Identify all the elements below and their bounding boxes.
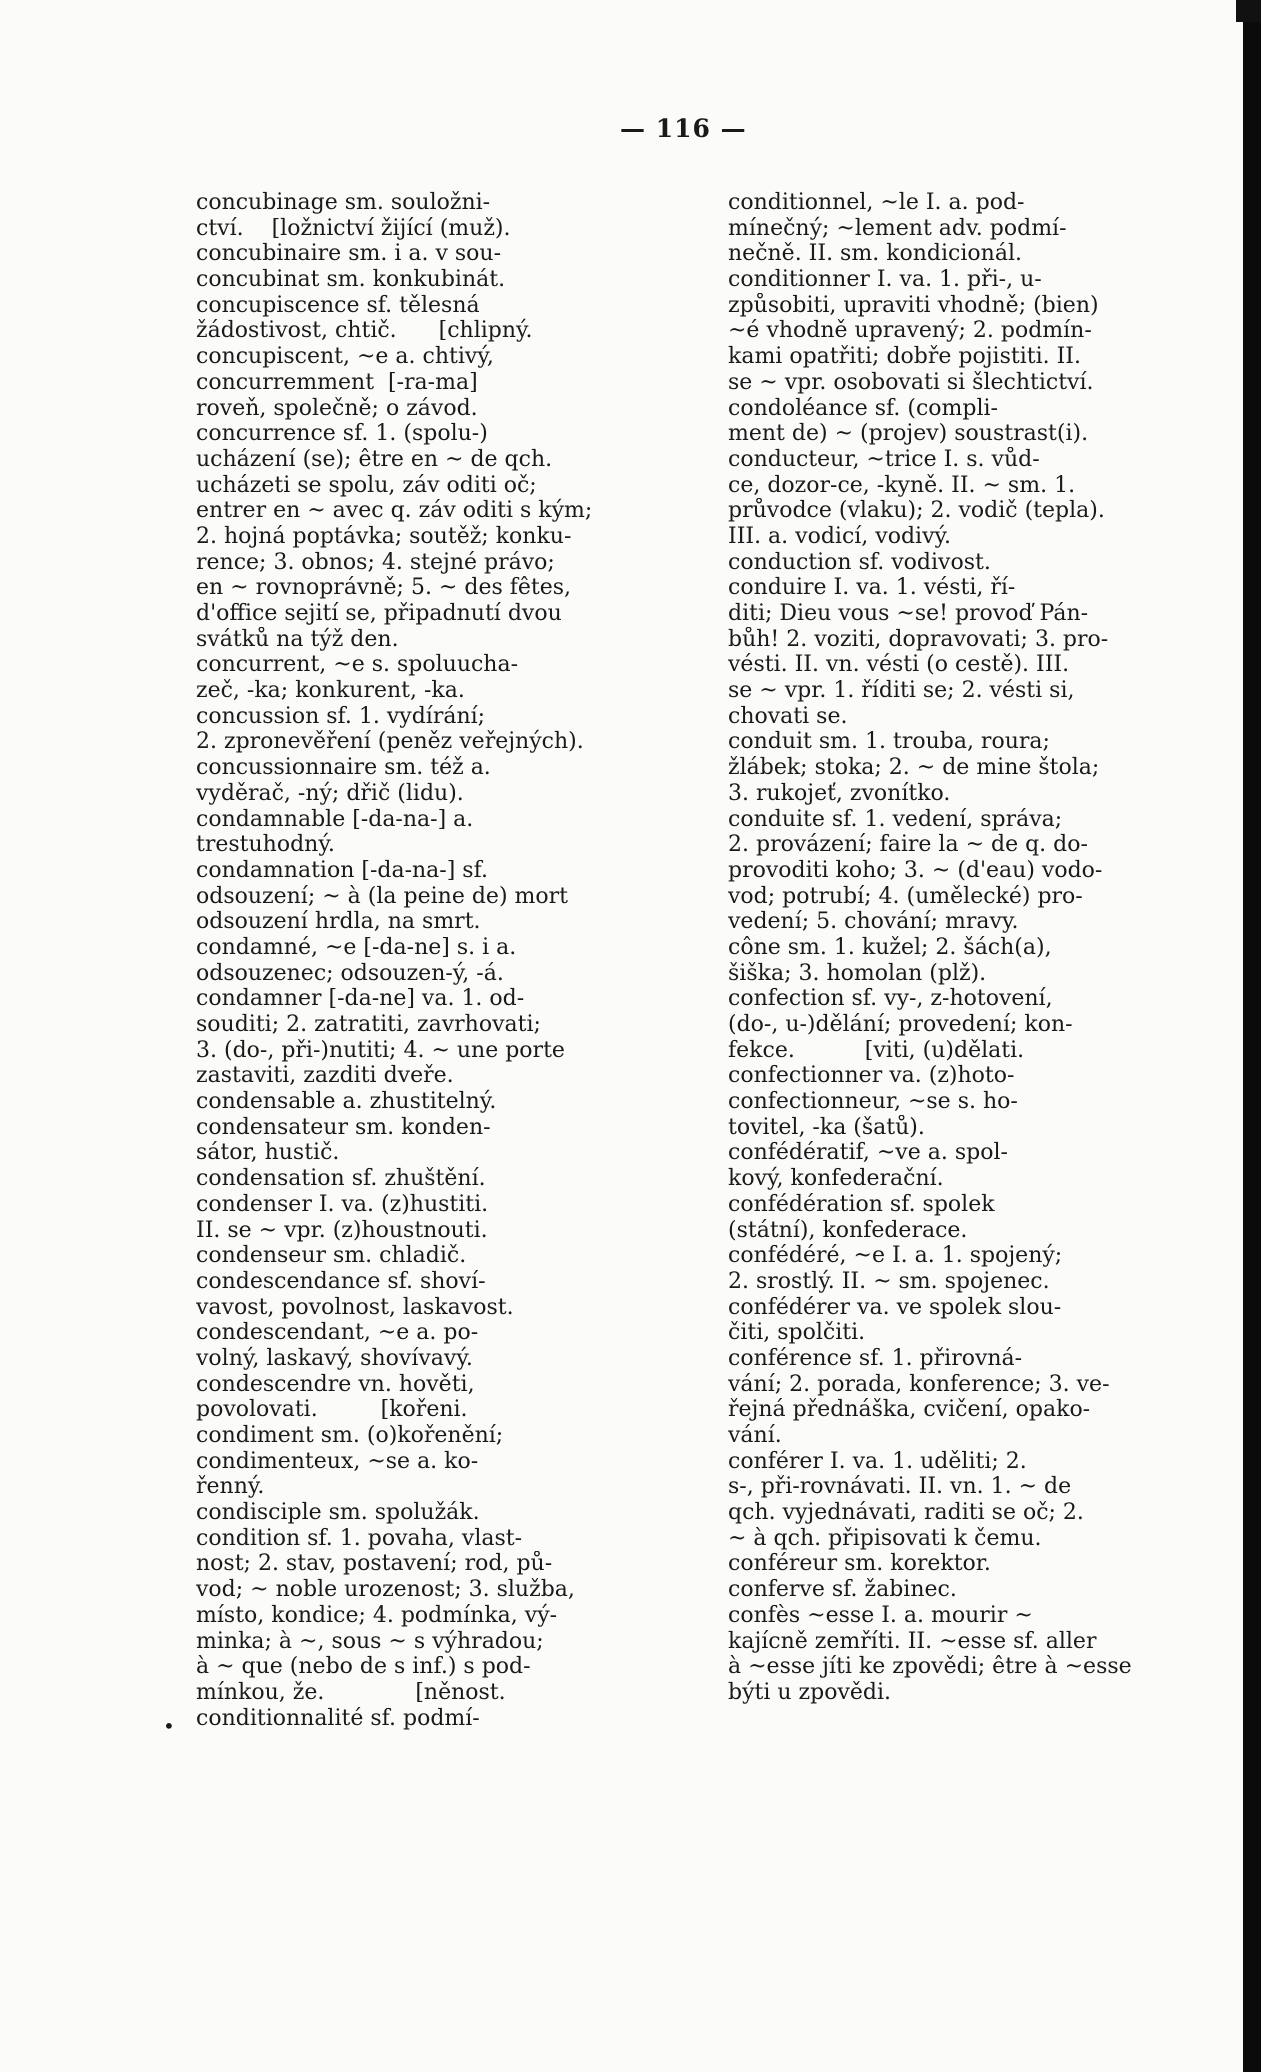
text-line: conditionnalité sf. podmí- (196, 1705, 480, 1731)
text-line: confection sf. vy-, z-hotovení, (728, 986, 1053, 1012)
text-line: conduite sf. 1. vedení, správa; (728, 806, 1063, 832)
text-line: 2. hojná poptávka; soutěž; konku- (196, 523, 572, 549)
text-line: condensateur sm. konden- (196, 1114, 491, 1140)
text-line: entrer en ~ avec q. záv oditi s kým; (196, 498, 593, 524)
text-line: conferve sf. žabinec. (728, 1577, 957, 1603)
text-line: chovati se. (728, 703, 848, 729)
text-line: roveň, společně; o závod. (196, 395, 478, 421)
text-line: místo, kondice; 4. podmínka, vý- (196, 1602, 558, 1628)
text-line: svátků na týž den. (196, 626, 399, 652)
text-line: concussionnaire sm. též a. (196, 755, 491, 781)
text-line: odsouzení hrdla, na smrt. (196, 909, 481, 935)
text-line: 3. (do-, při-)nutiti; 4. ~ une porte (196, 1037, 565, 1063)
text-line: II. se ~ vpr. (z)houstnouti. (196, 1217, 488, 1243)
text-line: conduire I. va. 1. vésti, ří- (728, 575, 1016, 601)
text-line: odsouzenec; odsouzen-ý, -á. (196, 960, 504, 986)
text-line: vyděrač, -ný; dřič (lidu). (196, 780, 464, 806)
text-line: à ~ que (nebo de s inf.) s pod- (196, 1654, 531, 1680)
text-line: se ~ vpr. 1. říditi se; 2. vésti si, (728, 678, 1075, 704)
text-line: zeč, -ka; konkurent, -ka. (196, 678, 465, 704)
text-line: sátor, hustič. (196, 1140, 340, 1166)
text-line: concussion sf. 1. vydírání; (196, 703, 486, 729)
text-line: conféreur sm. korektor. (728, 1551, 991, 1577)
text-line: (státní), konfederace. (728, 1217, 968, 1243)
text-line: provoditi koho; 3. ~ (d'eau) vodo- (728, 857, 1103, 883)
text-line: concubinat sm. konkubinát. (196, 267, 506, 293)
text-line: confectionner va. (z)hoto- (728, 1063, 1015, 1089)
text-line: odsouzení; ~ à (la peine de) mort (196, 883, 568, 909)
text-line: conférence sf. 1. přirovná- (728, 1345, 1023, 1371)
text-line: vedení; 5. chování; mravy. (728, 909, 1019, 935)
text-line: condamner [-da-ne] va. 1. od- (196, 986, 525, 1012)
text-line: confédératif, ~ve a. spol- (728, 1140, 1008, 1166)
text-line: kami opatřiti; dobře pojistiti. II. (728, 344, 1081, 370)
text-line: ce, dozor-ce, -kyně. II. ~ sm. 1. (728, 472, 1076, 498)
text-line: concurrent, ~e s. spoluucha- (196, 652, 519, 678)
text-line: vod; ~ noble urozenost; 3. služba, (196, 1577, 575, 1603)
page-number: — 116 — (620, 114, 747, 143)
text-line: 2. provázení; faire la ~ de q. do- (728, 832, 1088, 858)
text-line: ucházení (se); être en ~ de qch. (196, 446, 553, 472)
text-line: býti u zpovědi. (728, 1679, 892, 1705)
text-line: conférer I. va. 1. uděliti; 2. (728, 1448, 1027, 1474)
text-line: confédéré, ~e I. a. 1. spojený; (728, 1243, 1063, 1269)
text-line: condoléance sf. (compli- (728, 395, 998, 421)
text-line: povolovati. [kořeni. (196, 1397, 468, 1423)
text-line: confectionneur, ~se s. ho- (728, 1089, 1018, 1115)
text-line: confédération sf. spolek (728, 1191, 995, 1217)
text-line: zastaviti, zazditi dveře. (196, 1063, 454, 1089)
text-line: concupiscence sf. tělesná (196, 292, 480, 318)
text-line: ment de) ~ (projev) soustrast(i). (728, 421, 1089, 447)
text-line: nečně. II. sm. kondicionál. (728, 241, 1022, 267)
text-line: mínkou, že. [něnost. (196, 1679, 506, 1705)
text-line: vání. (728, 1423, 782, 1448)
text-line: conducteur, ~trice I. s. vůd- (728, 446, 1040, 472)
margin-bullet: • (163, 1714, 175, 1738)
text-line: conduit sm. 1. trouba, roura; (728, 729, 1050, 755)
text-line: condiment sm. (o)kořenění; (196, 1423, 504, 1448)
text-line: condensable a. zhustitelný. (196, 1089, 497, 1115)
text-line: condisciple sm. spolužák. (196, 1500, 480, 1526)
text-line: ctví. [ložnictví žijící (muž). (196, 215, 511, 241)
text-line: condenseur sm. chladič. (196, 1243, 467, 1269)
text-line: à ~esse jíti ke zpovědi; être à ~esse (728, 1654, 1132, 1680)
text-line: conditionnel, ~le I. a. pod- (728, 190, 1025, 215)
text-line: condamné, ~e [-da-ne] s. i a. (196, 934, 517, 960)
text-line: condescendance sf. shoví- (196, 1268, 486, 1294)
text-line: condamnation [-da-na-] sf. (196, 857, 488, 883)
text-line: d'office sejití se, připadnutí dvou (196, 601, 562, 626)
text-line: ucházeti se spolu, záv oditi oč; (196, 472, 537, 498)
text-line: souditi; 2. zatratiti, zavrhovati; (196, 1012, 541, 1037)
text-line: condenser I. va. (z)hustiti. (196, 1191, 489, 1217)
text-line: condensation sf. zhuštění. (196, 1166, 486, 1192)
text-line: vání; 2. porada, konference; 3. ve- (728, 1371, 1110, 1397)
text-line: conditionner I. va. 1. při-, u- (728, 267, 1042, 293)
text-line: bůh! 2. voziti, dopravovati; 3. pro- (728, 626, 1109, 652)
text-line: mínečný; ~lement adv. podmí- (728, 215, 1067, 241)
text-line: ~é vhodně upravený; 2. podmín- (728, 318, 1092, 344)
text-line: condescendre vn. hověti, (196, 1371, 475, 1397)
text-line: vod; potrubí; 4. (umělecké) pro- (728, 883, 1083, 909)
text-line: condimenteux, ~se a. ko- (196, 1448, 479, 1474)
text-line: průvodce (vlaku); 2. vodič (tepla). (728, 498, 1105, 524)
text-line: qch. vyjednávati, raditi se oč; 2. (728, 1500, 1084, 1526)
text-line: čiti, spolčiti. (728, 1320, 866, 1346)
scan-edge (1243, 0, 1261, 2072)
left-column (196, 190, 676, 1731)
text-line: 3. rukojeť, zvonítko. (728, 780, 951, 806)
text-line: kový, konfederační. (728, 1166, 944, 1192)
text-line: confès ~esse I. a. mourir ~ (728, 1602, 1033, 1628)
text-line: 2. zpronevěření (peněz veřejných). (196, 729, 584, 755)
text-line: nost; 2. stav, postavení; rod, pů- (196, 1551, 553, 1577)
text-line: fekce. [viti, (u)dělati. (728, 1037, 1025, 1063)
text-line: trestuhodný. (196, 832, 335, 858)
text-line: concupiscent, ~e a. chtivý, (196, 344, 494, 370)
text-line: způsobiti, upraviti vhodně; (bien) (728, 292, 1099, 318)
text-line: confédérer va. ve spolek slou- (728, 1294, 1062, 1320)
text-line: tovitel, -ka (šatů). (728, 1114, 925, 1140)
text-line: concurrence sf. 1. (spolu-) (196, 421, 488, 447)
text-line: cône sm. 1. kužel; 2. šách(a), (728, 934, 1052, 960)
text-line: šiška; 3. homolan (plž). (728, 960, 987, 986)
text-line: condition sf. 1. povaha, vlast- (196, 1525, 523, 1551)
text-line: vésti. II. vn. vésti (o cestě). III. (728, 652, 1070, 678)
text-line: condamnable [-da-na-] a. (196, 806, 474, 832)
text-line: kajícně zemříti. II. ~esse sf. aller (728, 1628, 1097, 1654)
text-line: vavost, povolnost, laskavost. (196, 1294, 514, 1320)
text-line: 2. srostlý. II. ~ sm. spojenec. (728, 1268, 1050, 1294)
text-line: minka; à ~, sous ~ s výhradou; (196, 1628, 544, 1654)
text-line: řejná přednáška, cvičení, opako- (728, 1397, 1091, 1423)
text-line: concurremment [-ra-ma] (196, 369, 478, 395)
text-line: en ~ rovnoprávně; 5. ~ des fêtes, (196, 575, 572, 601)
text-line: conduction sf. vodivost. (728, 549, 991, 575)
text-line: diti; Dieu vous ~se! provoď Pán- (728, 601, 1089, 626)
text-line: řenný. (196, 1474, 265, 1500)
text-line: rence; 3. obnos; 4. stejné právo; (196, 549, 555, 575)
text-line: III. a. vodicí, vodivý. (728, 523, 952, 549)
text-line: žádostivost, chtič. [chlipný. (196, 318, 533, 344)
right-column (728, 190, 1166, 1706)
text-line: concubinage sm. souložni- (196, 190, 491, 215)
text-line: concubinaire sm. i a. v sou- (196, 241, 502, 267)
text-line: (do-, u-)dělání; provedení; kon- (728, 1012, 1073, 1037)
text-line: s-, při-rovnávati. II. vn. 1. ~ de (728, 1474, 1072, 1500)
text-line: se ~ vpr. osobovati si šlechtictví. (728, 369, 1094, 395)
text-line: volný, laskavý, shovívavý. (196, 1345, 473, 1371)
text-line: condescendant, ~e a. po- (196, 1320, 479, 1346)
text-line: ~ à qch. připisovati k čemu. (728, 1525, 1042, 1551)
text-line: žlábek; stoka; 2. ~ de mine štola; (728, 755, 1100, 781)
scan-corner-mark (1236, 0, 1261, 22)
